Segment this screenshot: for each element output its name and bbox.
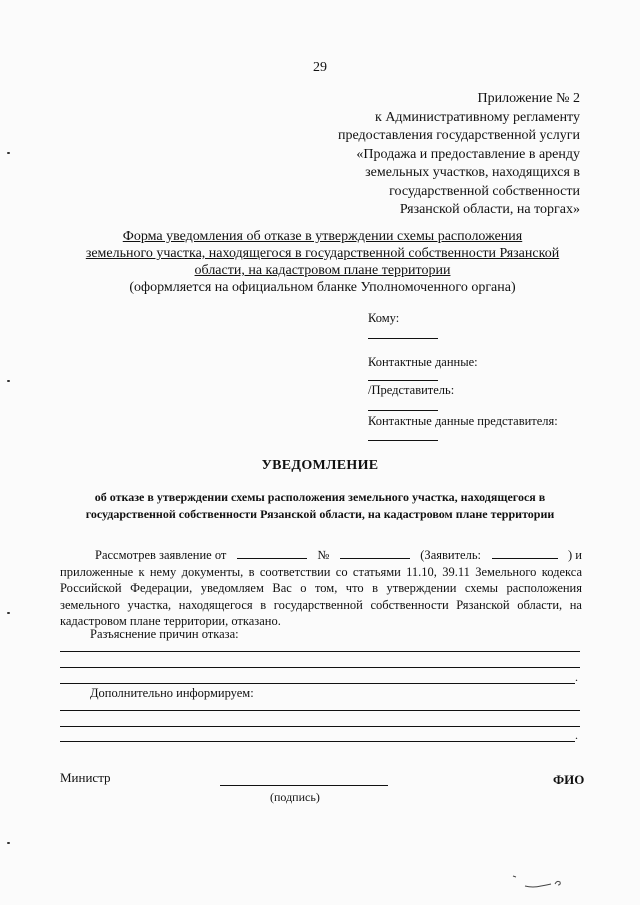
period: .	[575, 670, 578, 684]
signature-field[interactable]	[220, 785, 388, 786]
period: .	[575, 728, 578, 742]
scan-speck	[7, 380, 10, 382]
scan-mark	[505, 870, 575, 894]
recipient-to-field[interactable]	[368, 338, 438, 339]
additional-info-line[interactable]	[60, 741, 575, 742]
application-number-field[interactable]	[340, 547, 410, 559]
signatory-name: ФИО	[553, 772, 585, 787]
application-date-field[interactable]	[237, 547, 307, 559]
annex-line: к Административному регламенту	[375, 109, 580, 125]
representative-field[interactable]	[368, 410, 438, 411]
reasons-label: Разъяснение причин отказа:	[90, 627, 239, 641]
annex-line: земельных участков, находящихся в	[365, 165, 580, 180]
and-label: ) и	[567, 548, 582, 562]
recipient-contacts-label: Контактные данные:	[368, 355, 478, 369]
scan-speck	[7, 152, 10, 154]
reasons-line[interactable]	[60, 683, 575, 684]
representative-label: /Представитель:	[368, 383, 455, 397]
form-title	[50, 228, 595, 296]
additional-info-line[interactable]	[60, 726, 580, 727]
number-label: №	[317, 548, 330, 562]
form-title-note: (оформляется на официальном бланке Уполномоченного органа)	[129, 280, 516, 295]
form-title-line: земельного участка, находящегося в государственной собственности Рязанской	[85, 246, 560, 261]
scan-speck	[7, 612, 10, 614]
form-title-line: области, на кадастровом плане территории	[194, 263, 451, 278]
considered-label: Рассмотрев заявление от	[95, 548, 227, 562]
notice-subheading: об отказе в утверждении схемы расположения земельного участка, находящегося в государственной собственности Рязанской области, на кадастровом плане территории	[85, 490, 555, 521]
form-title-line: Форма уведомления об отказе в утверждении схемы расположения	[122, 229, 523, 244]
page-number: 29	[313, 60, 327, 75]
recipient-contacts-field[interactable]	[368, 380, 438, 381]
additional-info-line[interactable]	[60, 710, 580, 711]
paragraph-text: приложенные к нему документы, в соответствии со статьями 11.10, 39.11 Земельного кодекса Российской Федерации, уведомляем Вас о том, что в утверждении схемы расположения земельного участка, находящегося в государственной собственности Рязанской области, на кадастровом плане территории, отказано.	[60, 564, 582, 628]
annex-line: Рязанской области, на торгах»	[399, 202, 580, 217]
signature-caption: (подпись)	[270, 790, 320, 804]
additional-info-label: Дополнительно информируем:	[90, 686, 254, 700]
recipient-to-label: Кому:	[368, 311, 400, 325]
scan-speck	[7, 842, 10, 844]
reasons-line[interactable]	[60, 667, 580, 668]
signatory-position: Министр	[60, 770, 111, 785]
annex-title: Приложение № 2	[477, 91, 580, 106]
annex-line: «Продажа и предоставление в аренду	[356, 146, 580, 162]
annex-line: государственной собственности	[389, 183, 580, 199]
notice-heading: УВЕДОМЛЕНИЕ	[261, 458, 379, 473]
applicant-label: (Заявитель:	[420, 548, 482, 562]
reasons-line[interactable]	[60, 651, 580, 652]
notice-paragraph	[60, 547, 582, 630]
applicant-field[interactable]	[492, 547, 558, 559]
representative-contacts-label: Контактные данные представителя:	[368, 414, 558, 428]
annex-block	[338, 90, 580, 220]
annex-line: предоставления государственной услуги	[338, 128, 580, 143]
representative-contacts-field[interactable]	[368, 440, 438, 441]
